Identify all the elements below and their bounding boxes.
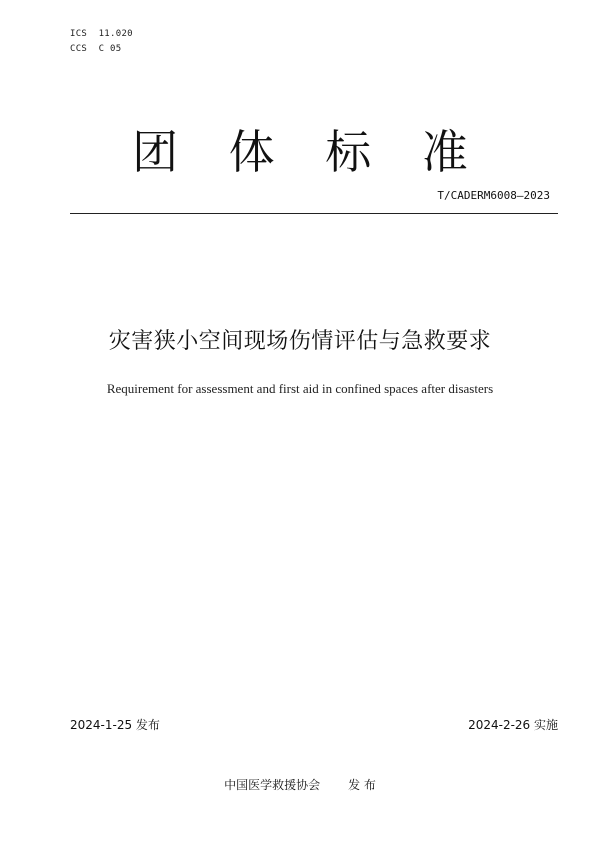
implementation-date: 2024-2-26 实施 [468, 718, 558, 732]
ccs-code: CCS C 05 [70, 44, 122, 54]
release-date: 2024-1-25 发布 [70, 718, 160, 732]
publisher-line [0, 777, 600, 793]
ics-code: ICS 11.020 [70, 29, 133, 39]
publisher-name: 中国医学救援协会 [224, 778, 321, 792]
standard-number: T/CADERM6008—2023 [437, 189, 550, 202]
title-divider [70, 213, 558, 214]
standard-name-english: Requirement for assessment and first aid in confined spaces after disasters [106, 381, 494, 396]
document-title: 团 体 标 准 [132, 125, 486, 179]
publisher-action: 发 布 [348, 778, 376, 792]
standard-name-chinese: 灾害狭小空间现场伤情评估与急救要求 [108, 329, 492, 354]
classification-codes [70, 27, 133, 57]
